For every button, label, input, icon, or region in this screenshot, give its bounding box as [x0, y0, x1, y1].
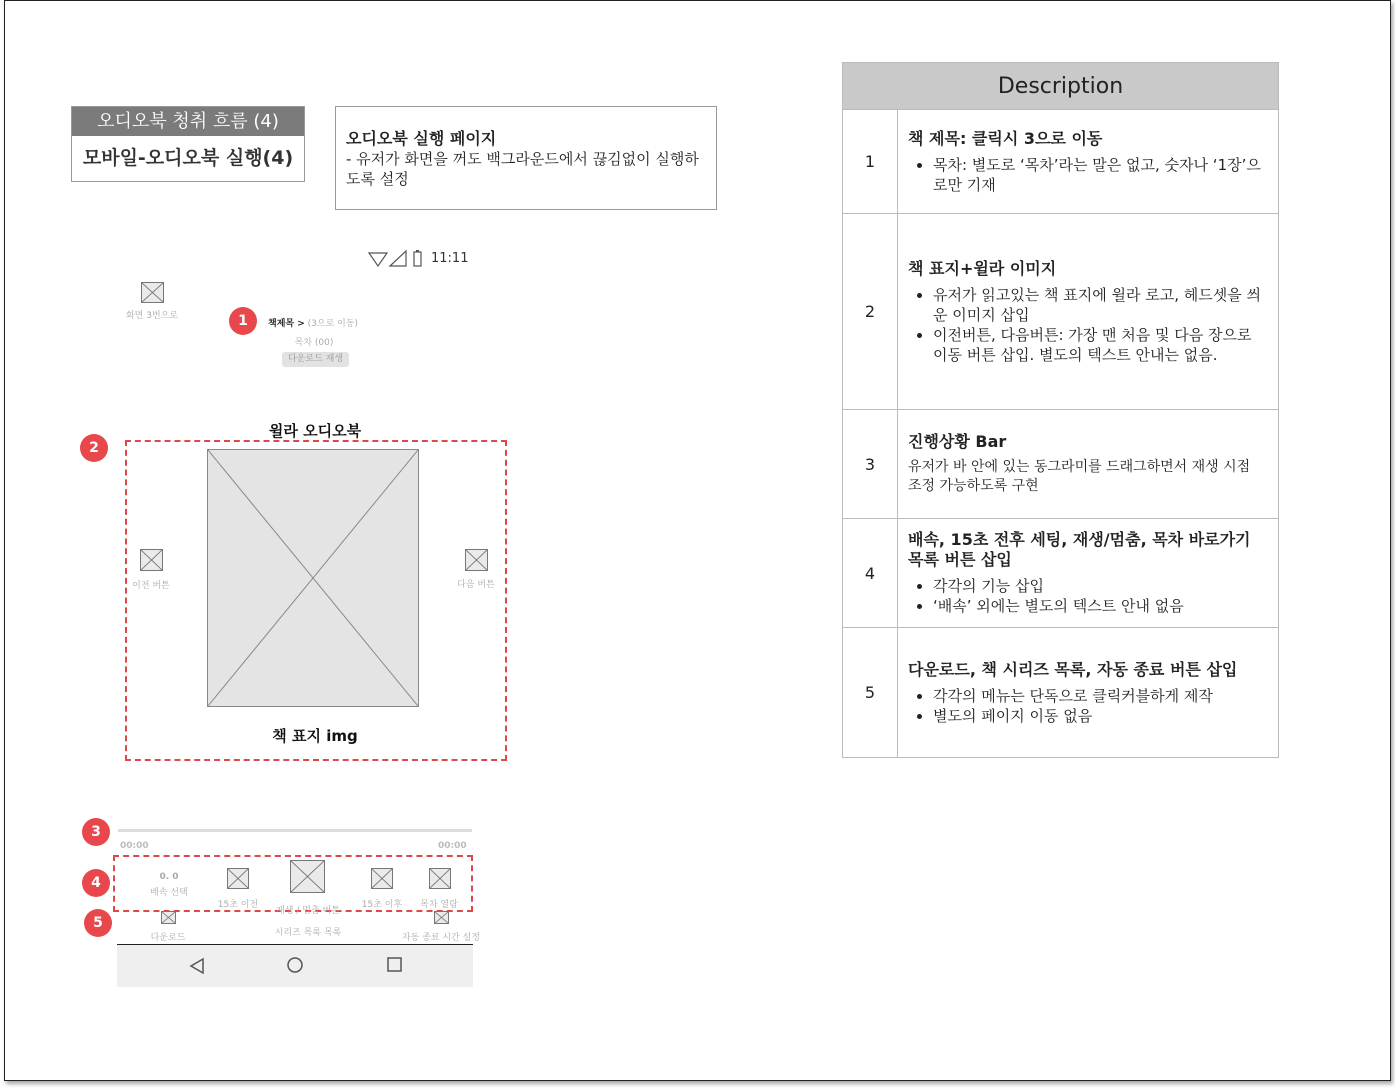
row-bullet: • 이전버튼, 다음버튼: 가장 맨 처음 및 다음 장으로 이동 버튼 삽입. 별도의 텍스트 안내는 없음. [933, 325, 1268, 365]
row-number: 2 [843, 214, 898, 410]
row-title: 책 제목: 클릭시 3으로 이동 [908, 128, 1103, 148]
row-number: 4 [843, 519, 898, 628]
status-bar [368, 248, 478, 270]
row-bullet: • 각각의 메뉴는 단독으로 클릭커블하게 제작 [933, 686, 1268, 706]
prev-icon[interactable] [140, 549, 163, 571]
toc-list-icon[interactable] [429, 868, 451, 889]
next-icon[interactable] [465, 549, 488, 571]
recents-nav-icon [388, 958, 401, 971]
row-text: 유저가 바 안에 있는 동그라미를 드래그하면서 재생 시점 조정 가능하도록 구현 [908, 459, 1251, 494]
auto-stop-label: 자동 종료 시간 설정 [401, 933, 481, 943]
speed-value[interactable]: 0. 0 [159, 872, 179, 882]
auto-stop-icon[interactable] [434, 911, 449, 924]
download-play-button[interactable]: 다운로드 재생 [282, 352, 349, 367]
row-number: 3 [843, 410, 898, 519]
row-title: 다운로드, 책 시리즈 목록, 자동 종료 버튼 삽입 [908, 659, 1238, 679]
description-header: Description [843, 63, 1279, 110]
signal-battery-icons [368, 249, 430, 269]
description-row-2 [843, 214, 1279, 410]
back-nav-icon [191, 959, 203, 973]
screen3-back-label: 화면 3번으로 [125, 311, 179, 321]
row-bullet: • 유저가 읽고있는 책 표지에 윌라 로고, 헤드셋을 씌운 이미지 삽입 [933, 285, 1268, 325]
play-pause-icon[interactable] [290, 860, 325, 893]
book-title: 책제목 > [268, 319, 305, 329]
series-list-label[interactable]: 시리즈 목록 목록 [274, 928, 342, 938]
play-pause-label: 재생 / 멈춤 버튼 [276, 906, 340, 916]
description-row-1 [843, 110, 1279, 214]
badge-3: 3 [82, 818, 110, 846]
badge-2: 2 [80, 434, 108, 462]
app-title: 윌라 오디오북 [268, 422, 362, 440]
rewind-15-label: 15초 이전 [217, 900, 259, 910]
row-title: 진행상황 Bar [908, 432, 1007, 451]
book-title-link[interactable] [268, 316, 358, 329]
row-bullet: • 목차: 별도로 ‘목차’라는 말은 없고, 숫자나 ‘1장’으로만 기재 [933, 155, 1268, 195]
flow-label: 오디오북 청취 흐름 (4) [72, 107, 304, 136]
prev-label: 이전 버튼 [132, 581, 170, 591]
forward-15-icon[interactable] [371, 868, 393, 889]
row-number: 5 [843, 628, 898, 758]
book-title-hint: (3으로 이동) [307, 319, 359, 329]
row-bullet: • 별도의 페이지 이동 없음 [933, 706, 1268, 726]
badge-4: 4 [82, 869, 110, 897]
screen-title: 모바일-오디오북 실행(4) [82, 147, 294, 169]
description-row-5 [843, 628, 1279, 758]
progress-bar[interactable] [118, 829, 472, 832]
toc-label[interactable]: 목차 (00) [294, 338, 334, 348]
status-time: 11:11 [431, 251, 469, 266]
download-label: 다운로드 [150, 933, 186, 943]
row-title: 책 표지+윌라 이미지 [908, 258, 1057, 278]
next-label: 다음 버튼 [457, 580, 495, 590]
rewind-15-icon[interactable] [227, 868, 249, 889]
description-row-4 [843, 519, 1279, 628]
description-table [842, 62, 1279, 758]
time-start: 00:00 [120, 841, 149, 851]
download-icon[interactable] [161, 911, 176, 924]
android-nav-bar [117, 944, 473, 987]
toc-list-label: 목차 열람 [420, 900, 458, 910]
home-nav-icon [288, 958, 302, 972]
page-description-body: - 유저가 화면을 꺼도 백그라운드에서 끊김없이 실행하도록 설정 [346, 150, 699, 188]
page-description-title: 오디오북 실행 페이지 [346, 129, 497, 148]
badge-1: 1 [229, 307, 257, 335]
screen-title-box [71, 106, 305, 182]
row-number: 1 [843, 110, 898, 214]
page-description-box [335, 106, 717, 210]
row-bullet: • ‘배속’ 외에는 별도의 텍스트 안내 없음 [933, 596, 1268, 616]
row-bullet: • 각각의 기능 삽입 [933, 576, 1268, 596]
time-end: 00:00 [438, 841, 467, 851]
cover-label: 책 표지 img [272, 727, 358, 745]
badge-5: 5 [84, 909, 112, 937]
screen3-back-icon[interactable] [141, 282, 164, 303]
forward-15-label: 15초 이후 [361, 900, 403, 910]
speed-label: 배속 선택 [150, 888, 188, 898]
description-row-3 [843, 410, 1279, 519]
row-title: 배속, 15초 전후 세팅, 재생/멈춤, 목차 바로가기 목록 버튼 삽입 [908, 530, 1251, 569]
book-cover-image [207, 449, 419, 707]
